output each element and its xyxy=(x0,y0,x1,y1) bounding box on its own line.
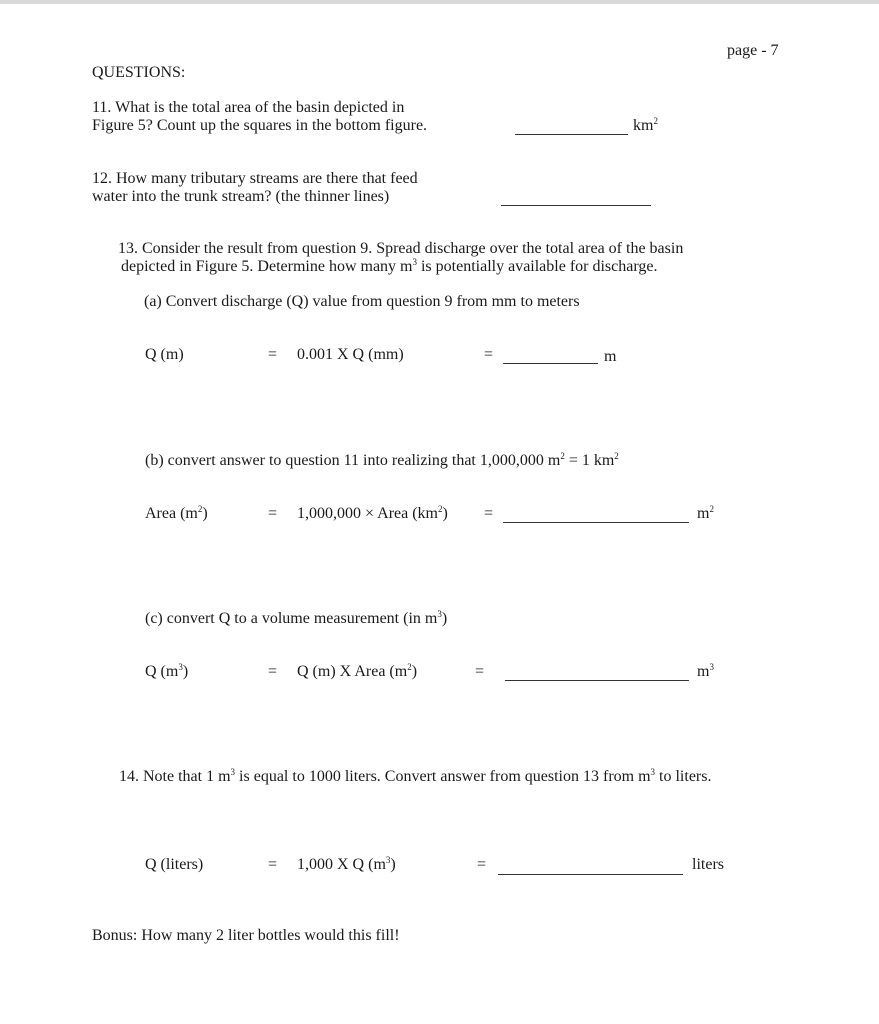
q13c-answer-blank[interactable] xyxy=(505,680,689,681)
bonus-question: Bonus: How many 2 liter bottles would this fill! xyxy=(92,927,400,944)
q13b-lhs: Area $(m^2)$ xyxy=(145,504,208,522)
q11-answer-blank[interactable] xyxy=(515,134,628,135)
q13c-rhs: Q (m) X Area $(m^2)$ xyxy=(297,662,418,680)
q13c-prompt: (c) convert Q to a volume measurement (in $m^3$) xyxy=(145,609,448,627)
q12-line-2: water into the trunk stream? (the thinner lines) xyxy=(92,188,390,205)
q13c-equals: = xyxy=(268,663,278,680)
q14-equals: = xyxy=(268,856,278,873)
q13c-equals-2: = xyxy=(475,663,485,680)
q14-answer-blank[interactable] xyxy=(498,874,683,875)
q13c-unit: $m^3$ xyxy=(697,662,714,680)
q13b-equals: = xyxy=(268,505,278,522)
q13b-unit: $m^2$ xyxy=(697,504,714,522)
q13b-prompt: (b) convert answer to question 11 into realizing that 1,000,000 $m^2 = 1$ $km^2$ xyxy=(145,451,619,469)
q13a-lhs: Q (m) xyxy=(145,346,184,363)
q11-unit: $km^2$ xyxy=(633,116,658,134)
q13-line-1: 13. Consider the result from question 9. Spread discharge over the total area of the basin xyxy=(118,240,684,257)
q13c-lhs: Q $(m^3)$ xyxy=(145,662,189,680)
q13-line-2: depicted in Figure 5. Determine how many $m^3$ is potentially available for discharge. xyxy=(121,257,658,275)
q13b-rhs: 1,000,000 × Area $(km^2)$ xyxy=(297,504,448,522)
q14-prompt: 14. Note that 1 $m^3$ is equal to 1000 liters. Convert answer from question 13 from $m^3$ to liters. xyxy=(119,767,712,785)
q11-line-2: Figure 5? Count up the squares in the bottom figure. xyxy=(92,117,428,134)
q14-equals-2: = xyxy=(477,856,487,873)
q13b-answer-blank[interactable] xyxy=(503,522,689,523)
q13b-equals-2: = xyxy=(484,505,494,522)
q12-answer-blank[interactable] xyxy=(501,205,651,206)
q12-line-1: 12. How many tributary streams are there that feed xyxy=(92,170,418,187)
q13a-unit: m xyxy=(604,348,617,365)
q14-unit: liters xyxy=(692,856,724,873)
q13a-equals-2: = xyxy=(484,346,494,363)
q11-line-1: 11. What is the total area of the basin depicted in xyxy=(92,99,405,116)
q13a-rhs: 0.001 X Q (mm) xyxy=(297,346,404,363)
questions-heading: QUESTIONS: xyxy=(92,64,186,81)
q13a-equals: = xyxy=(268,346,278,363)
q14-rhs: 1,000 X Q $(m^3)$ xyxy=(297,855,396,873)
page-number: page - 7 xyxy=(727,42,779,59)
q14-lhs: Q (liters) xyxy=(145,856,204,873)
q13a-prompt: (a) Convert discharge (Q) value from question 9 from mm to meters xyxy=(144,293,580,310)
q13a-answer-blank[interactable] xyxy=(503,363,598,364)
top-border xyxy=(0,0,879,4)
